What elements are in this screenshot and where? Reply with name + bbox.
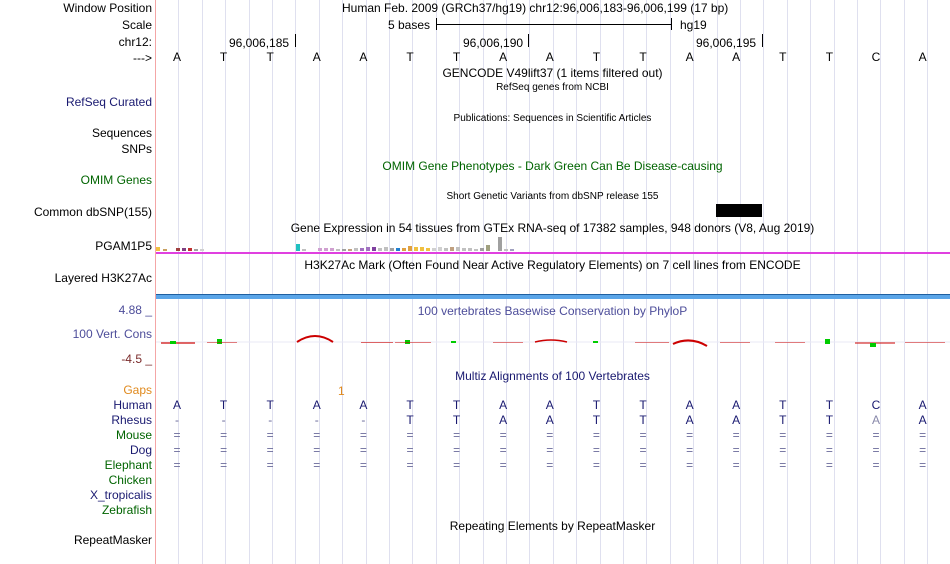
alignment-base-rhesus: T: [639, 413, 647, 427]
alignment-base-elephant: =: [872, 458, 880, 472]
label-species-human[interactable]: Human: [113, 398, 152, 412]
alignment-base-elephant: =: [313, 458, 321, 472]
alignment-base-dog: =: [732, 443, 740, 457]
ruler-tick-label: 96,006,195: [696, 36, 757, 50]
alignment-base-mouse: =: [266, 428, 274, 442]
alignment-base-mouse: =: [919, 428, 927, 442]
alignment-base-elephant: =: [220, 458, 228, 472]
alignment-base-dog: =: [453, 443, 461, 457]
alignment-base-dog: =: [359, 443, 367, 457]
label-layered-h3k27ac[interactable]: Layered H3K27Ac: [54, 271, 152, 285]
alignment-base-elephant: =: [359, 458, 367, 472]
alignment-base-elephant: =: [453, 458, 461, 472]
alignment-base-dog: =: [546, 443, 554, 457]
alignment-base-dog: =: [173, 443, 181, 457]
alignment-base-dog: =: [266, 443, 274, 457]
alignment-base-dog: =: [779, 443, 787, 457]
alignment-base-mouse: =: [592, 428, 600, 442]
label-chrom: chr12:: [118, 35, 152, 49]
track-title-omim[interactable]: OMIM Gene Phenotypes - Dark Green Can Be Disease-causing: [382, 159, 723, 173]
base-letter: T: [825, 50, 834, 64]
base-letter: T: [779, 50, 787, 64]
alignment-base-rhesus: -: [314, 413, 319, 427]
label-cons-min: -4.5 _: [121, 352, 152, 366]
alignment-base-rhesus: A: [918, 413, 927, 427]
alignment-base-elephant: =: [732, 458, 740, 472]
label-common-dbsnp[interactable]: Common dbSNP(155): [33, 205, 152, 219]
scale-bar: [436, 18, 672, 30]
alignment-base-mouse: =: [313, 428, 321, 442]
alignment-base-rhesus: T: [406, 413, 414, 427]
alignment-base-human: A: [172, 398, 181, 412]
alignment-base-mouse: =: [499, 428, 507, 442]
label-refseq-curated[interactable]: RefSeq Curated: [65, 95, 152, 109]
alignment-base-dog: =: [872, 443, 880, 457]
alignment-base-rhesus: T: [825, 413, 834, 427]
alignment-base-elephant: =: [919, 458, 927, 472]
alignment-base-dog: =: [499, 443, 507, 457]
base-letter: A: [172, 50, 181, 64]
alignment-base-human: T: [592, 398, 601, 412]
track-title-gtex[interactable]: Gene Expression in 54 tissues from GTEx RNA-seq of 17382 samples, 948 donors (V8, Aug 2019): [290, 221, 815, 235]
alignment-base-dog: =: [686, 443, 694, 457]
base-letter: A: [545, 50, 554, 64]
alignment-base-mouse: =: [220, 428, 228, 442]
base-letter: T: [219, 50, 228, 64]
alignment-base-elephant: =: [592, 458, 600, 472]
track-title-dbsnp[interactable]: Short Genetic Variants from dbSNP release 155: [446, 191, 659, 202]
alignment-base-mouse: =: [639, 428, 647, 442]
track-left-border: [155, 0, 156, 564]
alignment-base-rhesus: T: [452, 413, 461, 427]
label-window-position: Window Position: [63, 1, 152, 15]
track-title-multiz[interactable]: Multiz Alignments of 100 Vertebrates: [455, 369, 650, 383]
alignment-base-human: T: [452, 398, 461, 412]
alignment-base-elephant: =: [499, 458, 507, 472]
alignment-base-elephant: =: [406, 458, 414, 472]
alignment-base-mouse: =: [872, 428, 880, 442]
base-letter: T: [592, 50, 601, 64]
track-title-publications[interactable]: Publications: Sequences in Scientific Articles: [453, 113, 652, 124]
alignment-base-rhesus: T: [779, 413, 787, 427]
label-scale: Scale: [121, 18, 152, 32]
alignment-base-dog: =: [592, 443, 600, 457]
alignment-base-rhesus: -: [175, 413, 179, 427]
alignment-base-rhesus: A: [732, 413, 741, 427]
track-title-gencode[interactable]: GENCODE V49lift37 (1 items filtered out): [442, 66, 663, 80]
alignment-base-dog: =: [220, 443, 228, 457]
alignment-base-human: A: [499, 398, 508, 412]
alignment-base-dog: =: [919, 443, 927, 457]
alignment-base-human: A: [359, 398, 368, 412]
dbsnp-variant-block[interactable]: [716, 204, 762, 217]
alignment-base-rhesus: A: [685, 413, 694, 427]
base-letter: T: [266, 50, 274, 64]
alignment-base-human: T: [406, 398, 414, 412]
ruler-tick: [528, 34, 529, 47]
h3k27ac-layered-signal[interactable]: [155, 294, 950, 299]
scale-label: 5 bases: [388, 18, 431, 32]
alignment-base-mouse: =: [453, 428, 461, 442]
alignment-base-human: A: [732, 398, 741, 412]
ruler-tick: [295, 34, 296, 47]
ruler-tick-label: 96,006,190: [463, 36, 524, 50]
base-letter: T: [452, 50, 461, 64]
alignment-base-mouse: =: [825, 428, 833, 442]
alignment-base-mouse: =: [732, 428, 740, 442]
base-letter: A: [732, 50, 741, 64]
alignment-base-mouse: =: [359, 428, 367, 442]
alignment-base-human: T: [219, 398, 228, 412]
alignment-base-human: A: [545, 398, 554, 412]
alignment-base-human: C: [871, 398, 881, 412]
alignment-base-elephant: =: [173, 458, 181, 472]
label-100-vert-cons[interactable]: 100 Vert. Cons: [72, 327, 152, 341]
alignment-base-dog: =: [825, 443, 833, 457]
gtex-expression-bars[interactable]: [155, 236, 515, 252]
alignment-base-dog: =: [406, 443, 414, 457]
alignment-base-human: A: [685, 398, 694, 412]
base-letter: A: [685, 50, 694, 64]
track-title-repeatmasker[interactable]: Repeating Elements by RepeatMasker: [449, 519, 656, 533]
h3k27ac-signal-line: [155, 252, 950, 254]
track-title-refseq[interactable]: RefSeq genes from NCBI: [496, 82, 609, 93]
alignment-base-rhesus: -: [221, 413, 226, 427]
alignment-base-rhesus: T: [592, 413, 601, 427]
label-sequences[interactable]: Sequences: [91, 126, 152, 140]
ruler-tick-label: 96,006,185: [229, 36, 290, 50]
label-species-mouse[interactable]: Mouse: [115, 428, 152, 442]
label-gaps[interactable]: Gaps: [123, 383, 152, 397]
label-species-xtropicalis[interactable]: X_tropicalis: [89, 488, 152, 502]
alignment-base-rhesus: A: [871, 413, 880, 427]
base-letter: T: [639, 50, 647, 64]
alignment-base-human: T: [825, 398, 834, 412]
alignment-base-elephant: =: [686, 458, 694, 472]
label-cons-max: 4.88 _: [118, 303, 152, 317]
alignment-base-rhesus: A: [499, 413, 508, 427]
label-omim-genes[interactable]: OMIM Genes: [80, 173, 152, 187]
label-species-chicken[interactable]: Chicken: [108, 473, 152, 487]
track-title-h3k27ac[interactable]: H3K27Ac Mark (Often Found Near Active Regulatory Elements) on 7 cell lines from ENCODE: [304, 258, 801, 272]
window-position-text: Human Feb. 2009 (GRCh37/hg19) chr12:96,006,183-96,006,199 (17 bp): [342, 1, 729, 15]
alignment-base-human: A: [918, 398, 927, 412]
alignment-base-mouse: =: [686, 428, 694, 442]
phylop-conservation-plot[interactable]: [155, 332, 950, 350]
label-species-elephant[interactable]: Elephant: [104, 458, 152, 472]
ruler-tick: [762, 34, 763, 47]
alignment-base-elephant: =: [546, 458, 554, 472]
label-species-rhesus[interactable]: Rhesus: [111, 413, 152, 427]
label-species-dog[interactable]: Dog: [129, 443, 152, 457]
scale-assembly: hg19: [680, 18, 707, 32]
alignment-base-rhesus: -: [268, 413, 273, 427]
label-species-zebrafish[interactable]: Zebrafish: [101, 503, 152, 517]
alignment-base-rhesus: -: [361, 413, 366, 427]
label-pgam1p5[interactable]: PGAM1P5: [95, 239, 152, 253]
base-letter: A: [312, 50, 321, 64]
alignment-base-mouse: =: [546, 428, 554, 442]
alignment-base-elephant: =: [825, 458, 833, 472]
base-letter: T: [406, 50, 414, 64]
alignment-base-human: A: [312, 398, 321, 412]
alignment-base-human: T: [779, 398, 787, 412]
alignment-base-elephant: =: [779, 458, 787, 472]
label-repeatmasker[interactable]: RepeatMasker: [73, 533, 152, 547]
alignment-base-human: T: [639, 398, 647, 412]
base-letter: C: [871, 50, 881, 64]
alignment-base-human: T: [266, 398, 274, 412]
track-title-phylop[interactable]: 100 vertebrates Basewise Conservation by PhyloP: [417, 304, 688, 318]
base-letter: A: [918, 50, 927, 64]
alignment-base-elephant: =: [266, 458, 274, 472]
alignment-base-dog: =: [313, 443, 321, 457]
label-arrow: --->: [133, 51, 152, 65]
gap-count: 1: [338, 384, 345, 398]
alignment-base-mouse: =: [406, 428, 414, 442]
base-letter: A: [499, 50, 508, 64]
base-letter: A: [359, 50, 368, 64]
label-snps[interactable]: SNPs: [121, 142, 152, 156]
alignment-base-rhesus: A: [545, 413, 554, 427]
alignment-base-elephant: =: [639, 458, 647, 472]
alignment-base-mouse: =: [173, 428, 181, 442]
alignment-base-dog: =: [639, 443, 647, 457]
alignment-base-mouse: =: [779, 428, 787, 442]
